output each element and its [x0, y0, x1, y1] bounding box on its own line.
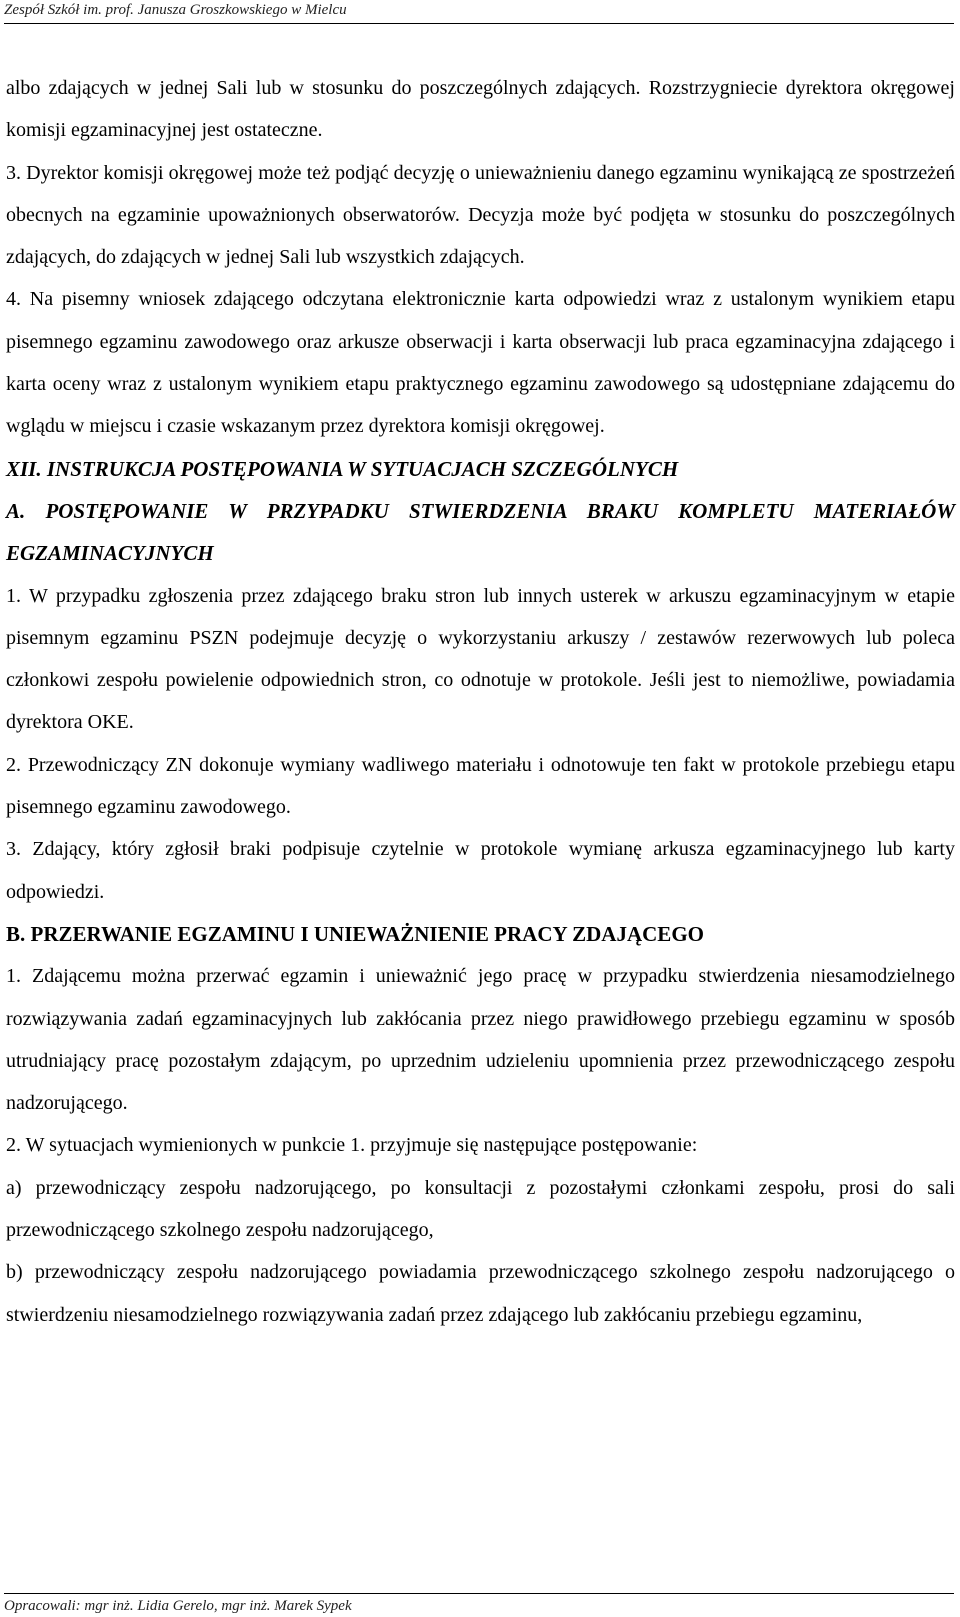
section-a-item-2: 2. Przewodniczący ZN dokonuje wymiany wadliwego materiału i odnotowuje ten fakt w protokole przebiegu etapu pisemnego egzaminu zawodowego.: [6, 753, 955, 819]
section-b-item-2: 2. W sytuacjach wymienionych w punkcie 1. przyjmuje się następujące postępowanie:: [6, 1134, 698, 1157]
section-b-item-1: 1. Zdającemu można przerwać egzamin i unieważnić jego pracę w przypadku stwierdzenia niesamodzielnego rozwiązywania zadań egzaminacyjnych lub zakłócania przez niego prawidłowego przebiegu egzaminu w sposób utrudniający pracę pozostałym zdającym, po uprzednim udzieleniu upomnienia przez przewodniczącego zespołu nadzorującego.: [6, 965, 955, 1115]
paragraph-3: 3. Dyrektor komisji okręgowej może też podjąć decyzję o unieważnieniu danego egzaminu wynikającą ze spostrzeżeń obecnych na egzaminie upoważnionych obserwatorów. Decyzja może być podjęta w stosunku do poszczególnych zdających, do zdających w jednej Sali lub wszystkich zdających.: [6, 161, 955, 269]
page-footer: Opracowali: mgr inż. Lidia Gerelo, mgr inż. Marek Sypek: [4, 1598, 352, 1614]
header-divider: [4, 23, 954, 24]
document-body: [6, 67, 955, 1336]
section-a-heading: A. POSTĘPOWANIE W PRZYPADKU STWIERDZENIA BRAKU KOMPLETU MATERIAŁÓW EGZAMINACYJNYCH: [6, 498, 955, 566]
paragraph-continuation: albo zdających w jednej Sali lub w stosunku do poszczególnych zdających. Rozstrzygniecie dyrektora okręgowej komisji egzaminacyjnej jest ostateczne.: [6, 77, 955, 142]
page-header: Zespół Szkół im. prof. Janusza Groszkowskiego w Mielcu: [4, 2, 347, 18]
section-b-heading: B. PRZERWANIE EGZAMINU I UNIEWAŻNIENIE PRACY ZDAJĄCEGO: [6, 921, 704, 946]
section-b-item-b: b) przewodniczący zespołu nadzorującego powiadamia przewodniczącego szkolnego zespołu nadzorującego o stwierdzeniu niesamodzielnego rozwiązywania zadań przez zdającego lub zakłócaniu przebiegu egzaminu,: [6, 1261, 955, 1326]
section-a-item-3: 3. Zdający, który zgłosił braki podpisuje czytelnie w protokole wymianę arkusza egzaminacyjnego lub karty odpowiedzi.: [6, 838, 955, 903]
section-b-item-a: a) przewodniczący zespołu nadzorującego, po konsultacji z pozostałymi członkami zespołu, prosi do sali przewodniczącego szkolnego zespołu nadzorującego,: [6, 1176, 955, 1242]
section-a-item-1: 1. W przypadku zgłoszenia przez zdającego braku stron lub innych usterek w arkuszu egzaminacyjnym w etapie pisemnym egzaminu PSZN podejmuje decyzję o wykorzystaniu arkuszy / zestawów rezerwowych lub poleca członkowi zespołu powielenie odpowiednich stron, co odnotuje w protokole. Jeśli jest to niemożliwe, powiadamia dyrektora OKE.: [6, 584, 955, 734]
footer-divider: [4, 1593, 954, 1594]
paragraph-4: 4. Na pisemny wniosek zdającego odczytana elektronicznie karta odpowiedzi wraz z ustalonym wynikiem etapu pisemnego egzaminu zawodowego oraz arkusze obserwacji i karta obserwacji lub praca egzaminacyjna zdającego i karta oceny wraz z ustalonym wynikiem etapu praktycznego egzaminu zawodowego są udostępniane zdającemu do wglądu w miejscu i czasie wskazanym przez dyrektora komisji okręgowej.: [6, 288, 955, 438]
section-xii-heading: XII. INSTRUKCJA POSTĘPOWANIA W SYTUACJACH SZCZEGÓLNYCH: [6, 456, 679, 481]
